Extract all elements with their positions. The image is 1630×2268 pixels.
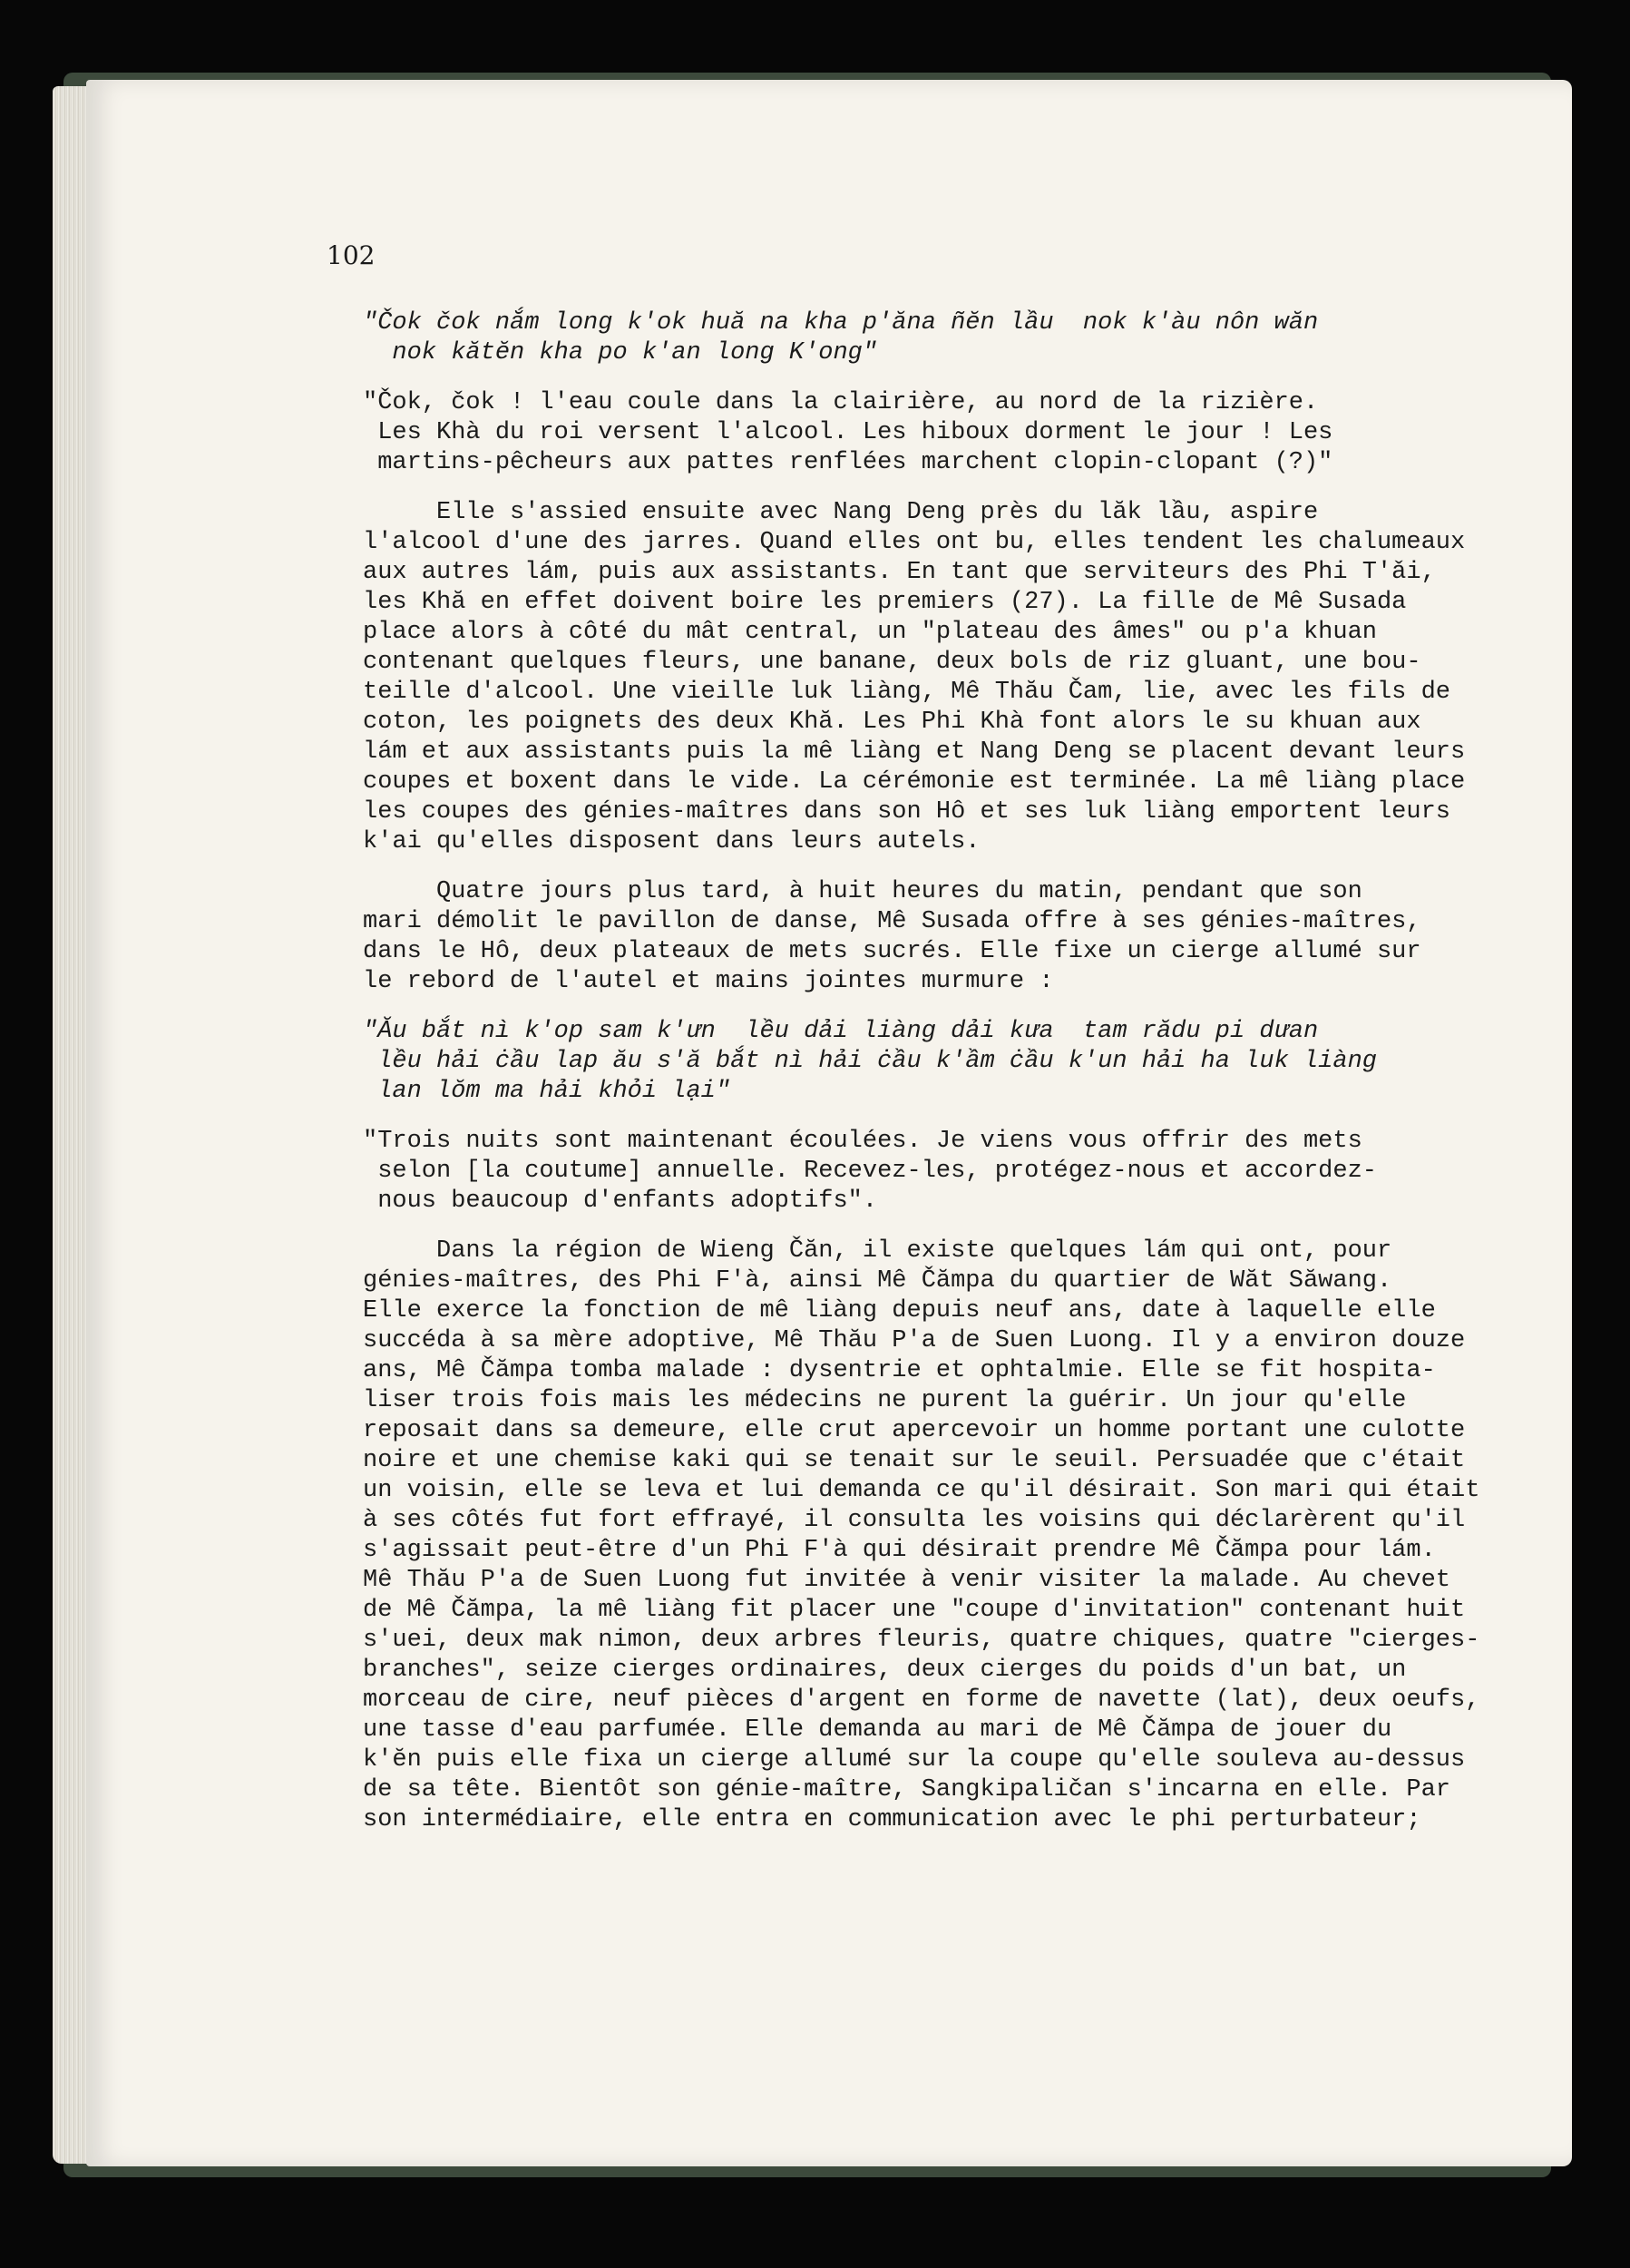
verse-line: nok kătĕn kha po k'an long K'ong" [363,339,878,367]
paragraph-line: noire et une chemise kaki qui se tenait sur le seuil. Persuadée que c'était [363,1447,1466,1474]
translation-line: "Trois nuits sont maintenant écoulées. Je viens vous offrir des mets [363,1128,1362,1155]
paragraph-line: contenant quelques fleurs, une banane, deux bols de riz gluant, une bou- [363,649,1421,676]
paragraph-line: une tasse d'eau parfumée. Elle demanda au mari de Mê Čămpa de jouer du [363,1716,1392,1744]
translation-line: martins-pêcheurs aux pattes renflées marchent clopin-clopant (?)" [363,449,1333,476]
paragraph-line: un voisin, elle se leva et lui demanda ce qu'il désirait. Son mari qui était [363,1477,1480,1504]
paragraph-line: les coupes des génies-maîtres dans son Hô et ses luk liàng emportent leurs [363,798,1450,826]
paragraph-line: de sa tête. Bientôt son génie-maître, Sangkipaličan s'incarna en elle. Par [363,1776,1450,1804]
paragraph-line: ans, Mê Čămpa tomba malade : dysentrie et ophtalmie. Elle se fit hospita- [363,1357,1436,1384]
paragraph-line: reposait dans sa demeure, elle crut apercevoir un homme portant une culotte [363,1417,1466,1444]
paragraph-line: s'agissait peut-être d'un Phi F'à qui désirait prendre Mê Čămpa pour lám. [363,1537,1436,1564]
paragraph-line: génies-maîtres, des Phi F'à, ainsi Mê Čămpa du quartier de Wăt Săwang. [363,1267,1392,1295]
paragraph-line: de Mê Čămpa, la mê liàng fit placer une "coupe d'invitation" contenant huit [363,1597,1466,1624]
verse-line: "Ău bắt nì k'op sam k'ưn lều dải liàng dải kưa tam rădu pi dưan [363,1018,1319,1045]
paragraph-line: Elle s'assied ensuite avec Nang Deng près du lăk lầu, aspire [363,499,1319,526]
paragraph-line: à ses côtés fut fort effrayé, il consulta les voisins qui déclarèrent qu'il [363,1507,1466,1534]
paragraph-line: le rebord de l'autel et mains jointes murmure : [363,968,1054,995]
paragraph-line: les Khă en effet doivent boire les premiers (27). La fille de Mê Susada [363,589,1407,616]
paragraph-line: teille d'alcool. Une vieille luk liàng, Mê Thău Čam, lie, avec les fils de [363,679,1450,706]
paragraph-line: morceau de cire, neuf pièces d'argent en forme de navette (lat), deux oeufs, [363,1686,1480,1714]
translation-line: "Čok, čok ! l'eau coule dans la clairière, au nord de la rizière. [363,389,1319,416]
paragraph-line: aux autres lám, puis aux assistants. En tant que serviteurs des Phi T'ǎi, [363,559,1436,586]
translation-line: selon [la coutume] annuelle. Recevez-les, protégez-nous et accordez- [363,1158,1377,1185]
paragraph-line: k'ai qu'elles disposent dans leurs autels. [363,828,981,855]
paragraph-line: place alors à côté du mât central, un "plateau des âmes" ou p'a khuan [363,619,1377,646]
verse-line: "Čok čok nắm long k'ok huă na kha p'ăna ñĕn lầu nok k'àu nôn wăn [363,309,1319,337]
translation-line: nous beaucoup d'enfants adoptifs". [363,1188,878,1215]
paragraph-line: l'alcool d'une des jarres. Quand elles ont bu, elles tendent les chalumeaux [363,529,1466,556]
paragraph-line: dans le Hô, deux plateaux de mets sucrés. Elle fixe un cierge allumé sur [363,938,1421,965]
page-text [363,308,1480,1835]
paragraph-line: Quatre jours plus tard, à huit heures du matin, pendant que son [363,878,1362,905]
paragraph-line: coton, les poignets des deux Khă. Les Phi Khà font alors le su khuan aux [363,709,1421,736]
paragraph-line: mari démolit le pavillon de danse, Mê Susada offre à ses génies-maîtres, [363,908,1421,935]
paragraph-line: s'uei, deux mak nimon, deux arbres fleuris, quatre chiques, quatre "cierges- [363,1627,1480,1654]
paragraph-line: lám et aux assistants puis la mê liàng et Nang Deng se placent devant leurs [363,738,1466,766]
translation-line: Les Khà du roi versent l'alcool. Les hiboux dorment le jour ! Les [363,419,1333,446]
paragraph-line: Dans la région de Wieng Čăn, il existe quelques lám qui ont, pour [363,1237,1392,1265]
verse-line: lều hải ċầu lap ău s'ă bắt nì hải ċầu k'ầm ċầu k'un hải ha luk liàng [363,1048,1377,1075]
paragraph-line: son intermédiaire, elle entra en communication avec le phi perturbateur; [363,1806,1421,1833]
paragraph-line: k'ĕn puis elle fixa un cierge allumé sur la coupe qu'elle souleva au-dessus [363,1746,1466,1774]
verse-line: lan lŏm ma hải khỏi lại" [363,1078,731,1105]
paragraph-line: coupes et boxent dans le vide. La cérémonie est terminée. La mê liàng place [363,768,1466,796]
page-number: 102 [327,240,376,270]
paragraph-line: liser trois fois mais les médecins ne purent la guérir. Un jour qu'elle [363,1387,1407,1414]
paragraph-line: Elle exerce la fonction de mê liàng depuis neuf ans, date à laquelle elle [363,1297,1436,1325]
paragraph-line: Mê Thău P'a de Suen Luong fut invitée à venir visiter la malade. Au chevet [363,1567,1450,1594]
paragraph-line: branches", seize cierges ordinaires, deux cierges du poids d'un bat, un [363,1657,1407,1684]
paragraph-line: succéda à sa mère adoptive, Mê Thău P'a de Suen Luong. Il y a environ douze [363,1327,1466,1354]
